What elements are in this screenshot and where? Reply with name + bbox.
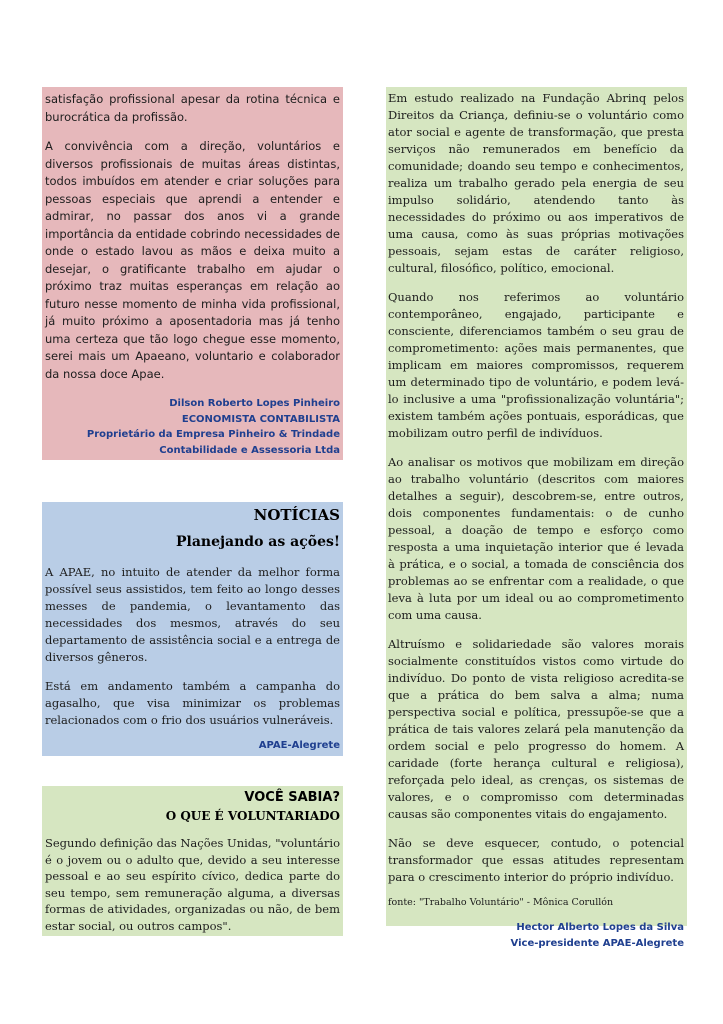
news-paragraph: A APAE, no intuito de atender da melhor forma possível seus assistidos, tem feito ao longo desses messes de pandemia, o levantamento das necessidades dos mesmos, através do seu departamento de assistência social e a entrega de diversos gêneros. bbox=[45, 565, 340, 664]
news-paragraph: Está em andamento também a campanha do agasalho, que visa minimizar os problemas relacionados com o frio dos usuários vulneráveis. bbox=[45, 679, 340, 727]
signature-company: Proprietário da Empresa Pinheiro & Trindade bbox=[86, 429, 340, 440]
testimony-signature bbox=[45, 396, 340, 458]
testimony-paragraph: A convivência com a direção, voluntários e diversos profissionais de muitas áreas distintas, todos imbuídos em atender e criar soluções para pessoas especiais que aprendi a entender e admirar, no passar dos anos vi a grande importância da entidade cobrindo necessidades de onde o estado lavou as mãos e deixa muito a desejar, o gratificante trabalho em ajudar o próximo traz muitas esperanças em relação ao futuro nesse momento de minha vida profissional, já muito próximo a aposentadoria mas já tenho uma certeza que tão logo chegue esse momento, serei mais um Apaeano, voluntario e colaborador da nossa doce Apae. bbox=[45, 139, 340, 381]
did-you-know-paragraph: Segundo definição das Nações Unidas, "voluntário é o jovem ou o adulto que, devido a seu interesse pessoal e ao seu espírito cívico, dedica parte do seu tempo, sem remuneração alguma, a diversas formas de atividades, organizadas ou não, de bem estar social, ou outros campos". bbox=[45, 836, 341, 933]
signature-title: Vice-presidente APAE-Alegrete bbox=[510, 937, 684, 949]
article-paragraph: Em estudo realizado na Fundação Abrinq pelos Direitos da Criança, definiu-se o voluntário como ator social e agente de transformação, que presta serviços não remunerados em benefício da comunidade; doando seu tempo e conhecimentos, realiza um trabalho gerado pela energia de seu impulso solidário, atendendo tanto às necessidades do próximo ou aos imperativos de uma causa, como às suas próprias motivações pessoais, sejam estas de caráter religioso, cultural, filosófico, político, emocional. bbox=[388, 91, 684, 275]
signature-title: ECONOMISTA CONTABILISTA bbox=[181, 413, 340, 425]
did-you-know-subheading: O QUE É VOLUNTARIADO bbox=[165, 809, 340, 823]
article-paragraph: Quando nos referimos ao voluntário contemporâneo, engajado, participante e consciente, diferenciamos também o seu grau de comprometimento: ações mais permanentes, que implicam em maiores compromissos, requerem um determinado tipo de voluntário, e podem levá-lo inclusive a uma "profissionalização voluntária"; existem também ações pontuais, esporádicas, que mobilizam outro perfil de indivíduos. bbox=[388, 290, 684, 440]
news-signature: APAE-Alegrete bbox=[258, 740, 340, 751]
did-you-know-box bbox=[42, 786, 343, 936]
article-paragraph: Não se deve esquecer, contudo, o potencial transformador que essas atitudes representam para o crescimento interior do próprio indivíduo. bbox=[388, 836, 684, 884]
article-signature bbox=[388, 920, 684, 951]
signature-name: Dilson Roberto Lopes Pinheiro bbox=[169, 398, 340, 409]
testimony-box bbox=[42, 87, 343, 460]
signature-name: Hector Alberto Lopes da Silva bbox=[516, 922, 684, 933]
news-heading: NOTÍCIAS bbox=[253, 506, 340, 524]
news-box bbox=[42, 502, 343, 756]
article-source: fonte: "Trabalho Voluntário" - Mônica Corullón bbox=[388, 897, 614, 908]
article-box bbox=[386, 87, 687, 949]
testimony-paragraph: satisfação profissional apesar da rotina técnica e burocrática da profissão. bbox=[45, 92, 340, 124]
article-paragraph: Altruísmo e solidariedade são valores morais socialmente constituídos vistos como virtude do indivíduo. Do ponto de vista religioso acredita-se que a prática do bem salva a alma; numa perspectiva social e política, pressupõe-se que a prática de tais valores zelará pela manutenção da ordem social e pelo progresso do homem. A caridade (forte herança cultural e religiosa), reforçada pelo ideal, as crenças, os sistemas de valores, e o compromisso com determinadas causas são componentes vitais do engajamento. bbox=[388, 637, 684, 821]
news-subheading: Planejando as ações! bbox=[175, 534, 340, 550]
did-you-know-heading: VOCÊ SABIA? bbox=[244, 790, 340, 805]
signature-company-line2: Contabilidade e Assessoria Ltda bbox=[159, 444, 340, 456]
article-paragraph: Ao analisar os motivos que mobilizam em direção ao trabalho voluntário (descritos com maiores detalhes a seguir), descobrem-se, entre outros, dois componentes fundamentais: o de cunho pessoal, a doação de tempo e esforço como resposta a uma inquietação interior que é levada à prática, e o social, a tomada de consciência dos problemas ao se enfrentar com a realidade, o que leva à luta por um ideal ou ao comprometimento com uma causa. bbox=[388, 455, 684, 622]
